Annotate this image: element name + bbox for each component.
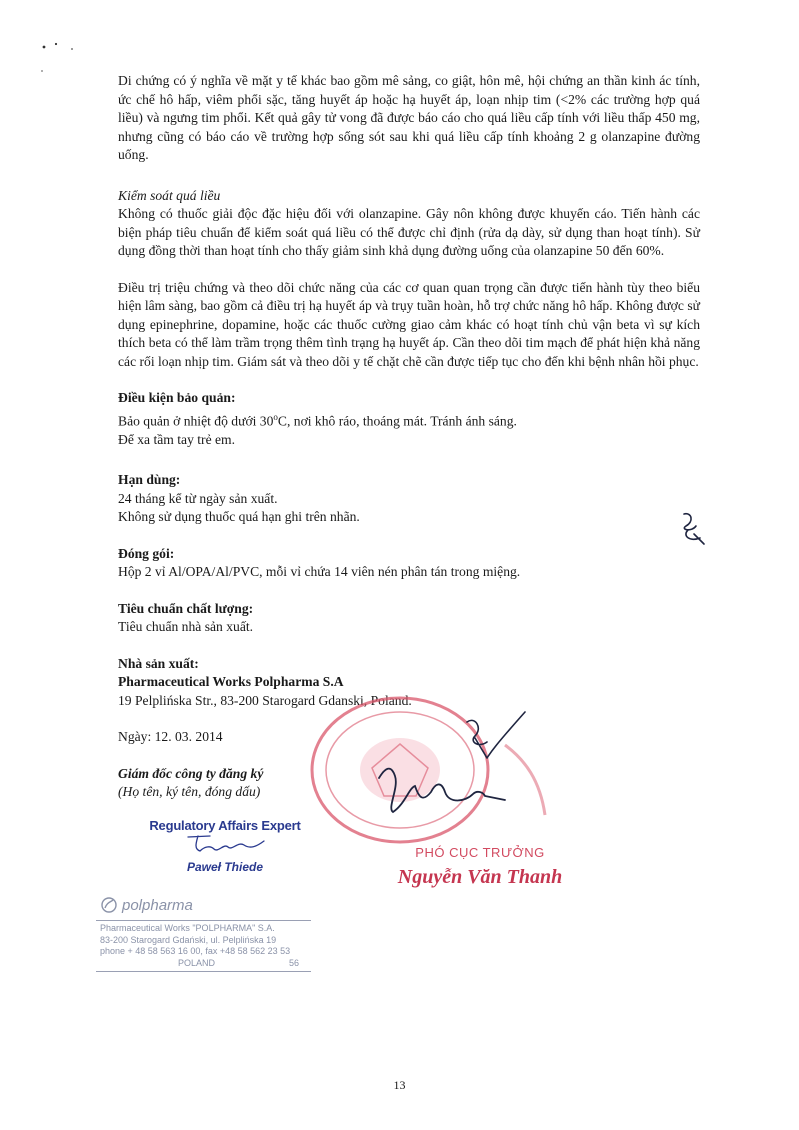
polpharma-logo-text: polpharma [122,896,193,914]
overdose-management-paragraph-2: Điều trị triệu chứng và theo dõi chức năng của các cơ quan quan trọng cần được tiến hành tùy theo biểu hiện lâm sàng, bao gồm cả điều trị hạ huyết áp và trụy tuần hoàn, hỗ trợ chức năng hô hấp. Không được sử dụng epinephrine, dopamine, hoặc các thuốc cường giao cảm khác có hoạt tính chủ vận beta vì sự kích thích beta có thể làm trầm trọng thêm tình trạng hạ huyết áp. Cần theo dõi tim mạch để phát hiện khả năng các rối loạn nhịp tim. Giám sát và theo dõi y tế chặt chẽ cần được tiếp tục cho đến khi bệnh nhân hồi phục. [118,279,700,369]
overdose-management-paragraph-1: Không có thuốc giải độc đặc hiệu đối với olanzapine. Gây nôn không được khuyến cáo. Tiến hành các biện pháp tiêu chuẩn để kiểm soát quá liều có thể được chỉ định (rửa dạ dày, sử dụng than hoạt tính). Sử dụng đồng thời than hoạt tính cho thấy giảm sinh khả dụng đường uống của olanzapine 50 đến 60%. [118,206,700,258]
signatory-subheading: (Họ tên, ký tên, đóng dấu) [118,784,261,800]
manufacturer-name: Pharmaceutical Works Polpharma S.A [118,674,344,690]
director-signature [375,708,555,838]
overdose-management-heading: Kiểm soát quá liều [118,187,221,203]
stamp-country-row [100,958,307,970]
regulatory-expert-signature [180,833,270,855]
stamp-address-line: 83-200 Starogard Gdański, ul. Pelplińska 19 [100,934,277,945]
deputy-director-block [390,845,570,889]
manufacturer-address: 19 Pelplińska Str., 83-200 Starogard Gdanski, Poland. [118,692,412,708]
company-stamp-details [96,920,311,972]
page-number: 13 [393,1078,406,1092]
scan-artifact-marks [30,38,90,88]
overdose-paragraph: Di chứng có ý nghĩa về mặt y tế khác bao gồm mê sảng, co giật, hôn mê, hội chứng an thần kinh ác tính, ức chế hô hấp, viêm phổi sặc, tăng huyết áp hoặc hạ huyết áp, loạn nhịp tim (<2% các trường hợp quá liều) và ngưng tim phổi. Kết quả gây tử vong đã được báo cáo cho quá liều cấp tính với liều thấp 450 mg, nhưng cũng có báo cáo về trường hợp sống sót sau khi quá liều cấp tính khoảng 2 g olanzapine đường uống. [118,73,700,162]
document-date: Ngày: 12. 03. 2014 [118,729,223,745]
signatory-heading: Giám đốc công ty đăng ký [118,765,264,781]
polpharma-logo [100,896,311,914]
expiry-line-1: 24 tháng kể từ ngày sản xuất. [118,490,278,506]
manufacturer-heading: Nhà sản xuất: [118,655,199,671]
expiry-heading: Hạn dùng: [118,472,181,488]
regulatory-expert-name: Paweł Thiede [186,860,264,874]
stamp-country: POLAND [178,957,216,968]
stamp-company-line: Pharmaceutical Works "POLPHARMA" S.A. [100,923,275,933]
storage-line-2: Để xa tầm tay trẻ em. [118,431,236,447]
packaging-heading: Đóng gói: [118,545,175,561]
polpharma-logo-icon [100,896,118,914]
deputy-director-name: Nguyễn Văn Thanh [397,866,563,888]
regulatory-affairs-title: Regulatory Affairs Expert [149,818,301,833]
storage-heading: Điều kiện bảo quản: [118,390,236,405]
margin-initials-signature [674,508,714,548]
quality-line-1: Tiêu chuẩn nhà sản xuất. [118,619,254,635]
storage-line-1: Bảo quản ở nhiệt độ dưới 30$^o$C, nơi khô ráo, thoáng mát. Tránh ánh sáng. [118,411,517,429]
company-stamp [96,896,311,972]
packaging-line-1: Hộp 2 vỉ Al/OPA/Al/PVC, mỗi vỉ chứa 14 viên nén phân tán trong miệng. [118,564,521,580]
stamp-phone-line: phone + 48 58 563 16 00, fax +48 58 562 23 53 [100,946,291,956]
expiry-line-2: Không sử dụng thuốc quá hạn ghi trên nhãn. [118,509,360,525]
deputy-director-title: PHÓ CỤC TRƯỞNG [415,845,545,860]
quality-heading: Tiêu chuẩn chất lượng: [118,600,254,616]
stamp-code: 56 [288,957,299,968]
regulatory-affairs-block [135,818,315,874]
